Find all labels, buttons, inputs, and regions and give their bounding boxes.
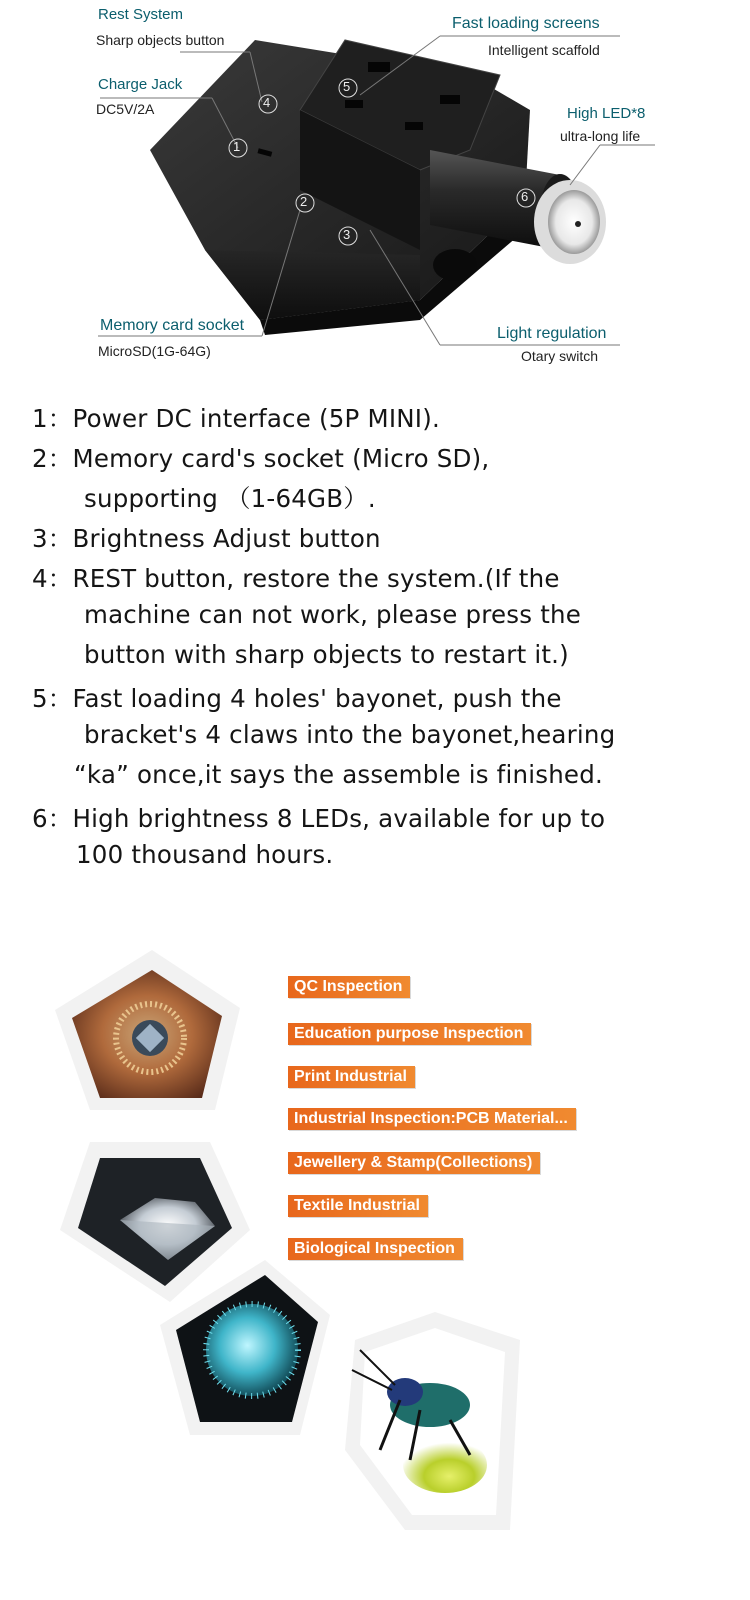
feature-line-5b: bracket's 4 claws into the bayonet,hearing xyxy=(84,720,616,749)
marker-1-label: 1 xyxy=(233,139,241,154)
app-tag-biological-inspection: Biological Inspection xyxy=(288,1238,463,1260)
feature-line-4b: machine can not work, please press the xyxy=(84,600,582,629)
feature-line-2b: supporting （1-64GB）. xyxy=(84,484,376,513)
fast-loading-title: Fast loading screens xyxy=(452,15,600,32)
charge-jack-sub: DC5V/2A xyxy=(96,101,155,117)
feature-line-4c: button with sharp objects to restart it.) xyxy=(84,640,569,669)
fast-loading-sub: Intelligent scaffold xyxy=(488,42,600,58)
memory-socket-title: Memory card socket xyxy=(100,317,245,334)
device-diagram xyxy=(0,0,750,380)
app-tag-industrial-pcb: Industrial Inspection:PCB Material... xyxy=(288,1108,576,1130)
marker-5-label: 5 xyxy=(343,79,351,94)
charge-jack-title: Charge Jack xyxy=(98,76,183,93)
app-tag-print-industrial: Print Industrial xyxy=(288,1066,415,1088)
feature-line-6: 6：High brightness 8 LEDs, available for up to xyxy=(32,804,606,833)
marker-6-label: 6 xyxy=(521,189,529,204)
applications-section xyxy=(0,930,750,1600)
feature-line-5: 5：Fast loading 4 holes' bayonet, push the xyxy=(32,684,562,713)
app-tag-qc-inspection: QC Inspection xyxy=(288,976,410,998)
feature-line-4: 4：REST button, restore the system.(If the xyxy=(32,564,560,593)
rest-system-sub: Sharp objects button xyxy=(96,32,225,48)
app-tag-jewellery-stamp: Jewellery & Stamp(Collections) xyxy=(288,1152,540,1174)
memory-socket-sub: MicroSD(1G-64G) xyxy=(98,343,211,359)
feature-line-5c: “ka” once,it says the assemble is finished. xyxy=(74,760,603,789)
app-tag-textile-industrial: Textile Industrial xyxy=(288,1195,428,1217)
marker-3-label: 3 xyxy=(343,227,351,242)
marker-2-label: 2 xyxy=(300,194,308,209)
high-led-title: High LED*8 xyxy=(567,105,646,122)
light-regulation-sub: Otary switch xyxy=(521,348,599,364)
feature-line-3: 3：Brightness Adjust button xyxy=(32,524,381,553)
feature-line-2: 2：Memory card's socket (Micro SD), xyxy=(32,444,490,473)
high-led-sub: ultra-long life xyxy=(560,128,641,144)
rest-system-title: Rest System xyxy=(98,6,184,23)
feature-line-6b: 100 thousand hours. xyxy=(76,840,334,869)
light-regulation-title: Light regulation xyxy=(497,325,607,342)
feature-line-1: 1：Power DC interface (5P MINI). xyxy=(32,404,440,433)
app-tag-education-inspection: Education purpose Inspection xyxy=(288,1023,531,1045)
marker-4-label: 4 xyxy=(263,95,271,110)
brightness-knob xyxy=(433,249,477,281)
